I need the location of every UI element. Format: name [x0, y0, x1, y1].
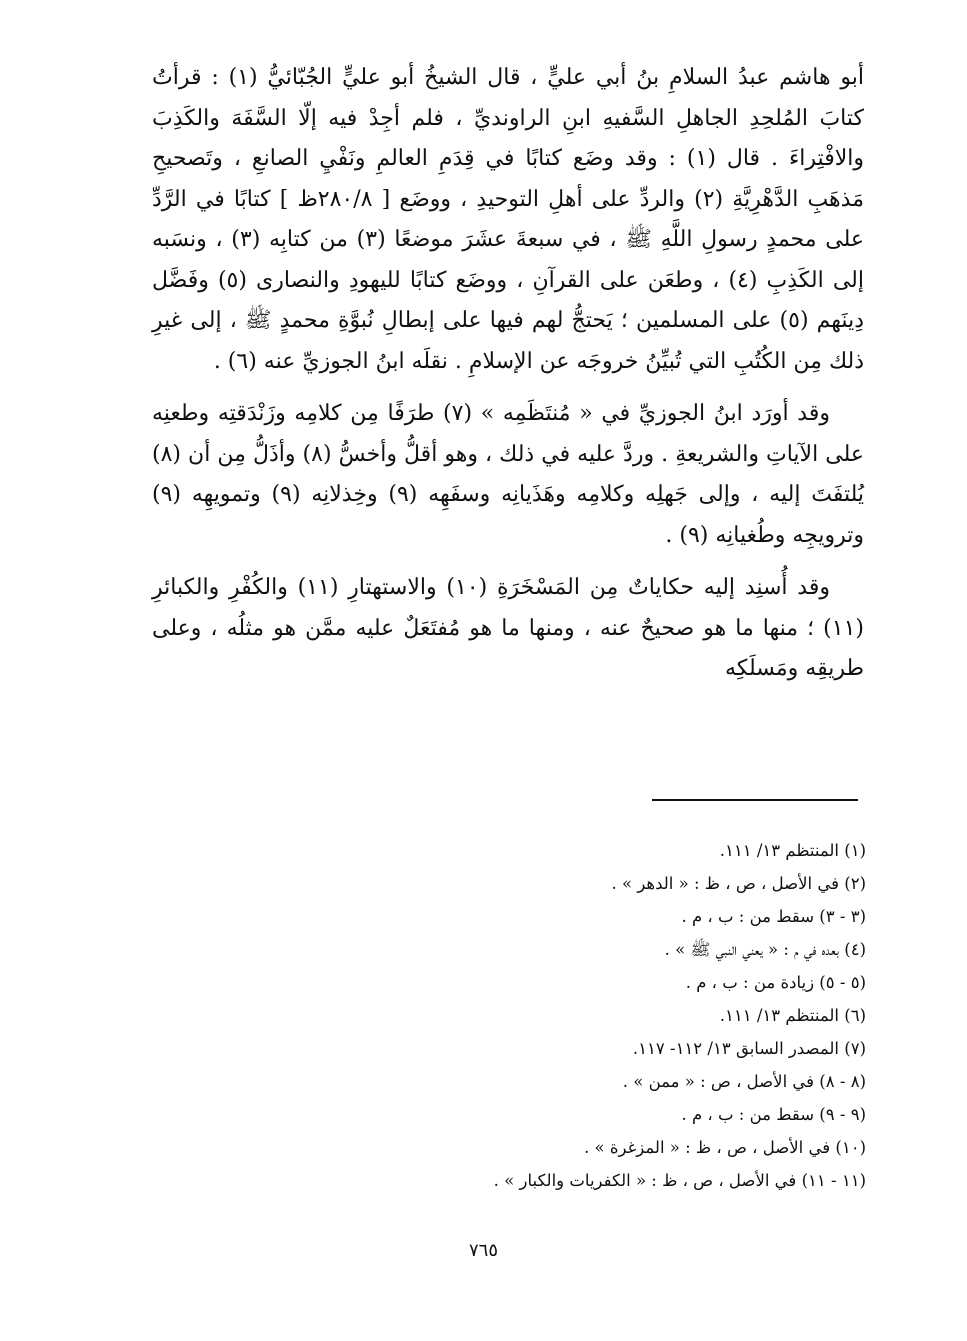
footnote-8: (٨ - ٨) في الأصل ، ص : « ممن » .: [622, 1072, 866, 1091]
footnote-4: (٤) بعده في م : « يعني النبي ﷺ » .: [664, 940, 866, 959]
footnote-6: (٦) المنتظم ١٣/ ١١١.: [719, 1006, 866, 1025]
paragraph-2: وقد أورَد ابنُ الجوزيِّ في « مُنتَظَمِه » (٧) طرَفًا مِن كلامِه وزَنْدَقتِه وطعنِه على الآياتِ والشريعةِ . وردَّ عليه في ذلك ، وهو أقلُّ وأخسُّ (٨) وأذَلُّ مِن أن (٨) يُلتفَتَ إليه ، وإلى جَهلِه وكلامِه وهَذَيانِه وسفَهِه (٩) وخِذلانِه (٩) وتمويهِه (٩) وترويجِه وطُغيانِه (٩) .: [152, 401, 865, 548]
paragraph-1: أبو هاشم عبدُ السلامِ بنُ أبي عليٍّ ، قال الشيخُ أبو عليٍّ الجُبّائيُّ (١) : قرأتُ كتابَ المُلحِدِ الجاهلِ السَّفيهِ ابنِ الراونديِّ ، فلم أجِدْ فيه إلّا السَّفَهَ والكَذِبَ والافْتِراءَ . قال (١) : وقد وضَع كتابًا في قِدَمِ العالمِ ونَفْيِ الصانعِ ، وتَصحيحِ مَذهَبِ الدَّهْرِيَّةِ (٢) والردِّ على أهلِ التوحيدِ ، ووضَع [ ٢٨٠/٨ظ ] كتابًا في الرَّدِّ على محمدٍ رسولِ اللَّهِ ﷺ ، في سبعةَ عشَرَ موضعًا (٣) من كتابِه (٣) ، ونسَبه إلى الكَذِبِ (٤) ، وطعَن على القرآنِ ، ووضَع كتابًا لليهودِ والنصارى (٥) وفَضَّل دِينَهم (٥) على المسلمين ؛ يَحتجُّ لهم فيها على إبطالِ نُبوَّةِ محمدٍ ﷺ ، إلى غيرِ ذلك مِن الكُتُبِ التي تُبيِّنُ خروجَه عن الإسلامِ . نقلَه ابنُ الجوزيِّ عنه (٦) .: [152, 65, 864, 374]
footnote-2: (٢) في الأصل ، ص ، ظ : « الدهر » .: [611, 874, 866, 893]
main-text: [152, 58, 864, 690]
footnote-separator: [652, 799, 858, 801]
footnote-3: (٣ - ٣) سقط من : ب ، م .: [681, 907, 866, 926]
footnotes: [380, 834, 866, 1197]
footnote-5: (٥ - ٥) زيادة من : ب ، م .: [685, 973, 866, 992]
paragraph-3: وقد أُسنِد إليه حكاياتٌ مِن المَسْخَرَةِ (١٠) والاستهتارِ (١١) والكُفْرِ والكبائرِ (١١) ؛ منها ما هو صحيحٌ عنه ، ومنها ما هو مُفتَعَلٌ عليه ممَّن هو مثلُه ، وعلى طريقِه ومَسلَكِه: [152, 575, 864, 681]
page-number: ٧٦٥: [468, 1240, 498, 1261]
footnote-1: (١) المنتظم ١٣/ ١١١.: [719, 841, 866, 860]
footnote-10: (١٠) في الأصل ، ص ، ظ : « المزغرة » .: [584, 1138, 866, 1157]
footnote-7: (٧) المصدر السابق ١٣/ ١١٢- ١١٧.: [632, 1039, 866, 1058]
footnote-9: (٩ - ٩) سقط من : ب ، م .: [681, 1105, 866, 1124]
footnote-11: (١١ - ١١) في الأصل ، ص ، ظ : « الكفريات والكبار » .: [493, 1171, 866, 1190]
